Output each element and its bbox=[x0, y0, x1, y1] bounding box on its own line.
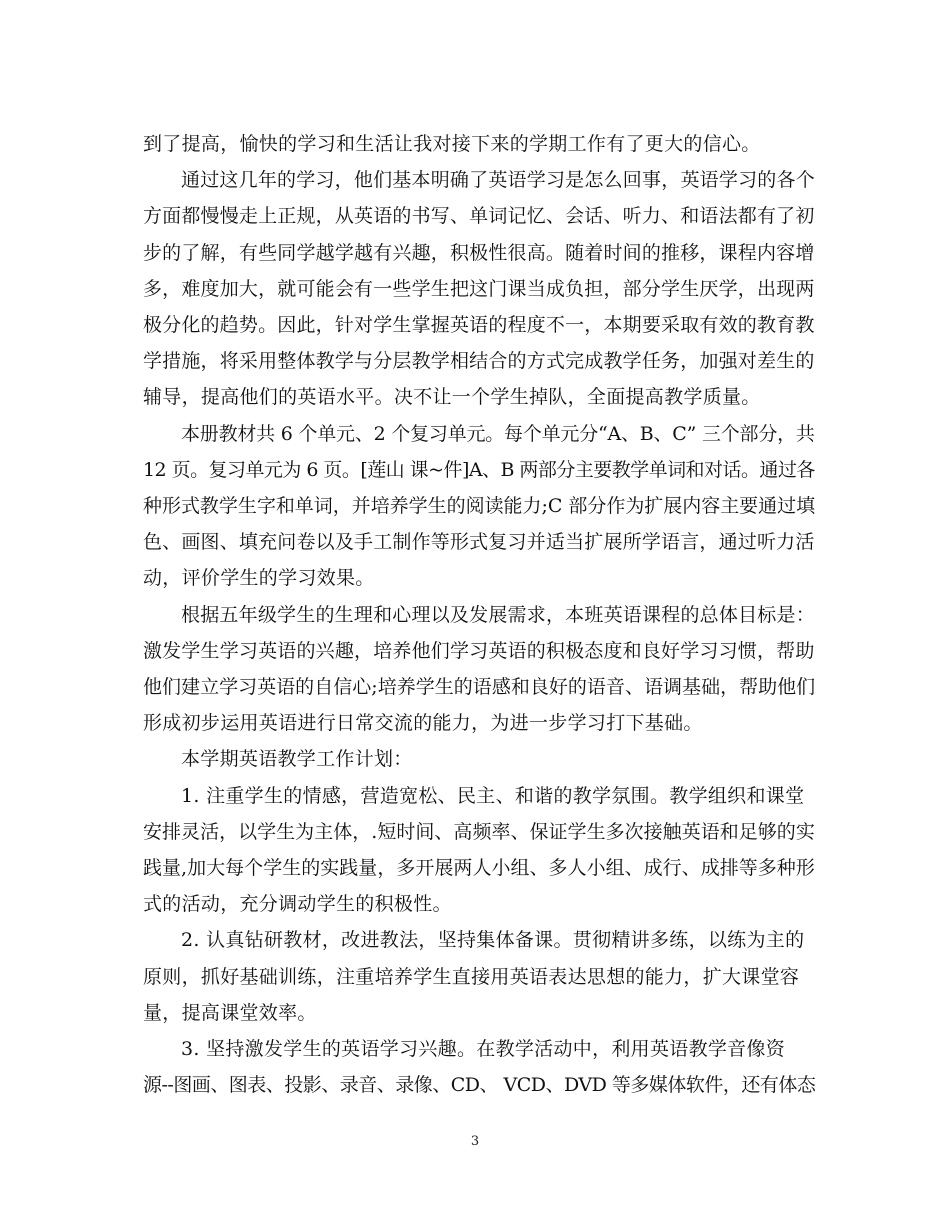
text-line: 他们建立学习英语的自信心;培养学生的语感和良好的语音、语调基础，帮助他们 bbox=[143, 676, 816, 699]
text-line: 种形式教学生字和单词，并培养学生的阅读能力;C 部分作为扩展内容主要通过填 bbox=[143, 495, 816, 518]
text-line: 源--图画、图表、投影、录音、录像、CD、 VCD、DVD 等多媒体软件，还有体态 bbox=[143, 1074, 816, 1097]
body-text bbox=[143, 126, 815, 1103]
text-line: 践量,加大每个学生的实践量，多开展两人小组、多人小组、成行、成排等多种形 bbox=[143, 857, 815, 880]
text-line: 1. 注重学生的情感，营造宽松、民主、和谐的教学氛围。教学组织和课堂 bbox=[181, 784, 805, 807]
text-line: 通过这几年的学习，他们基本明确了英语学习是怎么回事，英语学习的各个 bbox=[181, 169, 815, 192]
text-line: 学措施，将采用整体教学与分层教学相结合的方式完成教学任务，加强对差生的 bbox=[143, 350, 815, 373]
text-line: 极分化的趋势。因此，针对学生掌握英语的程度不一，本期要采取有效的教育教 bbox=[143, 314, 815, 337]
text-line: 动，评价学生的学习效果。 bbox=[143, 567, 375, 590]
text-line: 根据五年级学生的生理和心理以及发展需求，本班英语课程的总体目标是： bbox=[181, 603, 815, 626]
paragraph bbox=[143, 1031, 815, 1103]
text-line: 式的活动，充分调动学生的积极性。 bbox=[143, 893, 452, 916]
text-line: 本学期英语教学工作计划： bbox=[181, 748, 413, 771]
paragraph bbox=[143, 162, 815, 415]
text-line: 方面都慢慢走上正规，从英语的书写、单词记忆、会话、听力、和语法都有了初 bbox=[143, 205, 815, 228]
paragraph bbox=[143, 922, 815, 1031]
text-line: 到了提高，愉快的学习和生活让我对接下来的学期工作有了更大的信心。 bbox=[143, 133, 761, 155]
paragraph bbox=[143, 126, 815, 162]
text-line: 本册教材共 6 个单元、2 个复习单元。每个单元分“A、B、C” 三个部分，共 bbox=[181, 422, 815, 445]
page-number: 3 bbox=[470, 1134, 480, 1149]
text-line: 色、画图、填充问卷以及手工制作等形式复习并适当扩展所学语言，通过听力活 bbox=[143, 531, 815, 554]
text-line: 原则，抓好基础训练，注重培养学生直接用英语表达思想的能力，扩大课堂容 bbox=[143, 965, 800, 988]
paragraph bbox=[143, 416, 815, 597]
text-line: 2. 认真钻研教材，改进教法，坚持集体备课。贯彻精讲多练，以练为主的 bbox=[181, 929, 805, 952]
text-line: 步的了解，有些同学越学越有兴趣，积极性很高。随着时间的推移，课程内容增 bbox=[143, 241, 815, 264]
text-line: 3. 坚持激发学生的英语学习兴趣。在教学活动中，利用英语教学音像资 bbox=[181, 1038, 786, 1061]
text-line: 安排灵活，以学生为主体，.短时间、高频率、保证学生多次接触英语和足够的实 bbox=[143, 820, 815, 843]
text-line: 形成初步运用英语进行日常交流的能力，为进一步学习打下基础。 bbox=[143, 712, 703, 735]
text-line: 12 页。复习单元为 6 页。[莲山 课~件]A、B 两部分主要教学单词和对话。通过各 bbox=[143, 458, 815, 481]
text-line: 激发学生学习英语的兴趣，培养他们学习英语的积极态度和良好学习习惯，帮助 bbox=[143, 639, 815, 662]
paragraph bbox=[143, 778, 815, 923]
text-line: 辅导，提高他们的英语水平。决不让一个学生掉队，全面提高教学质量。 bbox=[143, 386, 761, 409]
paragraph bbox=[143, 741, 815, 777]
text-line: 多，难度加大，就可能会有一些学生把这门课当成负担，部分学生厌学，出现两 bbox=[143, 277, 815, 300]
text-line: 量，提高课堂效率。 bbox=[143, 1001, 317, 1024]
paragraph bbox=[143, 597, 815, 742]
